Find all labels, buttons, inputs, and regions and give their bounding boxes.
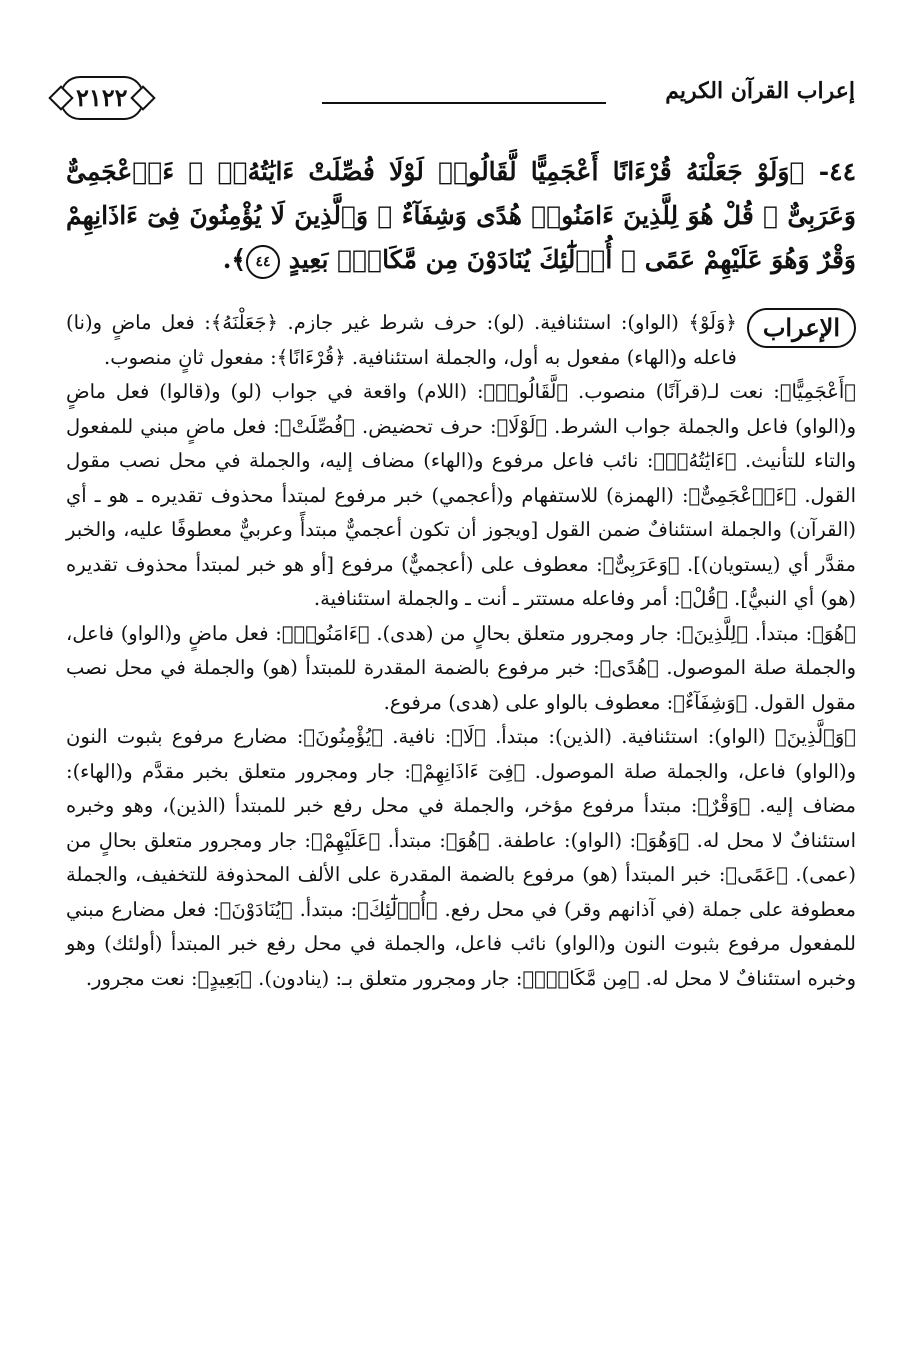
irab-section (66, 306, 856, 996)
irab-paragraph: ﴿وَلَوْ﴾ (الواو): استئنافية. (لو): حرف شرط غير جازم. ﴿جَعَلْنَهُ﴾: فعل ماضٍ و(نا) فاعله و(الهاء) مفعول به أول، والجملة استئنافية. ﴿قُرْءَانًا﴾: مفعول ثانٍ منصوب. (66, 311, 737, 369)
book-title: إعراب القرآن الكريم (665, 78, 855, 104)
page-header (60, 76, 855, 122)
irab-heading: الإعراب (747, 308, 856, 348)
irab-paragraph: ﴿هُوَ﴾: مبتدأ. ﴿لِلَّذِينَ﴾: جار ومجرور متعلق بحالٍ من (هدى). ﴿ءَامَنُوا۟﴾: فعل ماضٍ و(الواو) فاعل، والجملة صلة الموصول. ﴿هُدًى﴾: خبر مرفوع بالضمة المقدرة للمبتدأ (هو) والجملة في محل نصب مقول القول. ﴿وَشِفَآءٌ﴾: معطوف بالواو على (هدى) مرفوع. (66, 621, 856, 714)
irab-paragraph: ﴿أَعْجَمِيًّا﴾: نعت لـ(قرآنًا) منصوب. ﴿لَّقَالُوا۟﴾: (اللام) واقعة في جواب (لو) و(قالوا) فعل ماضٍ و(الواو) فاعل والجملة جواب الشرط. ﴿لَوْلَا﴾: حرف تحضيض. ﴿فُصِّلَتْ﴾: فعل ماضٍ مبني للمفعول والتاء للتأنيث. ﴿ءَايَٰتُهُۥٓ﴾: نائب فاعل مرفوع و(الهاء) مضاف إليه، والجملة في محل نصب مقول القول. ﴿ءَا۬عْجَمِىٌّ﴾: (الهمزة) للاستفهام و(أعجمي) خبر مرفوع لمبتدأ محذوف تقديره ـ هو ـ أي (القرآن) والجملة استئنافٌ ضمن القول [ويجوز أن تكون أعجميٌّ مبتدأً وعربيٌّ معطوفًا عليه، والخبر مقدَّر أي (يستويان)]. ﴿وَعَرَبِىٌّ﴾: معطوف على (أعجميٌّ) مرفوع [أو هو خبر لمبتدأ محذوف تقديره (هو) أي النبيُّ]. ﴿قُلْ﴾: أمر وفاعله مستتر ـ أنت ـ والجملة استئنافية. (66, 380, 856, 610)
irab-paragraph: ﴿وَٱلَّذِينَ﴾ (الواو): استئنافية. (الذين): مبتدأ. ﴿لَا﴾: نافية. ﴿يُؤْمِنُونَ﴾: مضارع مرفوع بثبوت النون و(الواو) فاعل، والجملة صلة الموصول. ﴿فِىٓ ءَاذَانِهِمْ﴾: جار ومجرور متعلق بخبر مقدَّم و(الهاء): مضاف إليه. ﴿وَقْرٌ﴾: مبتدأ مرفوع مؤخر، والجملة في محل رفع خبر للمبتدأ (الذين)، وهو وخبره استئنافٌ لا محل له. ﴿وَهُوَ﴾: (الواو): عاطفة. ﴿هُوَ﴾: مبتدأ. ﴿عَلَيْهِمْ﴾: جار ومجرور متعلق بحالٍ من (عمى). ﴿عَمًى﴾: خبر المبتدأ (هو) مرفوع بالضمة المقدرة على الألف المحذوفة للتخفيف، والجملة معطوفة على جملة (في آذانهم وقر) في محل رفع. ﴿أُو۟لَٰٓئِكَ﴾: مبتدأ. ﴿يُنَادَوْنَ﴾: فعل مضارع مبني للمفعول مرفوع بثبوت النون و(الواو) نائب فاعل، والجملة في محل رفع خبر المبتدأ (أولئك) وهو وخبره استئنافٌ لا محل له. ﴿مِن مَّكَانٍۭ﴾: جار ومجرور متعلق بـ: (ينادون). ﴿بَعِيدٍ﴾: نعت مجرور. (66, 725, 856, 990)
verse-text (66, 150, 856, 282)
verse-number: ٤٤- (818, 157, 856, 186)
verse-closing: ﴾. (222, 245, 247, 274)
header-rule (322, 102, 606, 104)
verse-body: ﴿وَلَوْ جَعَلْنَهُ قُرْءَانًا أَعْجَمِيًّا لَّقَالُوا۟ لَوْلَا فُصِّلَتْ ءَايَٰتُهُۥٓ ۖ ءَا۬عْجَمِىٌّ وَعَرَبِىٌّ ۗ قُلْ هُوَ لِلَّذِينَ ءَامَنُوا۟ هُدًى وَشِفَآءٌ ۖ وَٱلَّذِينَ لَا يُؤْمِنُونَ فِىٓ ءَاذَانِهِمْ وَقْرٌ وَهُوَ عَلَيْهِمْ عَمًى ۚ أُو۟لَٰٓئِكَ يُنَادَوْنَ مِن مَّكَانٍۭ بَعِيدٍ (66, 157, 856, 274)
page-number: ٢١٢٢ (60, 76, 144, 120)
ayah-end-mark: ٤٤ (246, 245, 280, 279)
